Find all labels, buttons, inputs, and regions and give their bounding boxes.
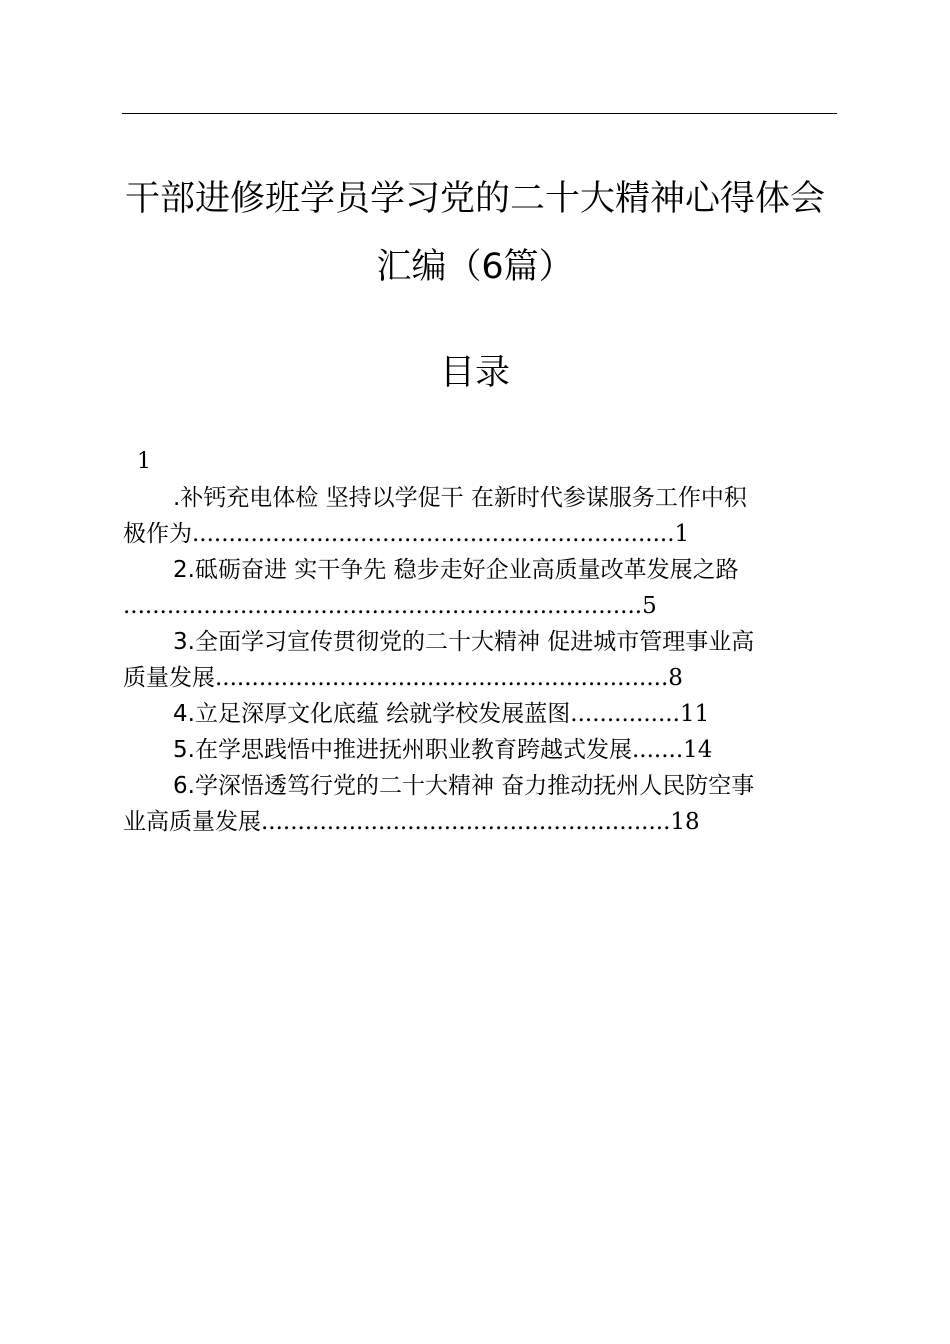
toc-entry-3[interactable]: [123, 624, 837, 696]
toc-entry-2[interactable]: [123, 552, 837, 624]
toc-page-number: 14: [683, 737, 713, 763]
toc-leader-dots: .......................................................................: [123, 593, 643, 619]
toc-entry-title: 6.学深悟透笃行党的二十大精神 奋力推动抚州人民防空事: [173, 773, 755, 799]
toc-leader-dots: .......: [631, 737, 684, 763]
toc-page-number: 5: [642, 593, 657, 619]
table-of-contents: [123, 480, 837, 840]
toc-entry-4[interactable]: [123, 696, 837, 732]
toc-entry-title-cont: 业高质量发展: [123, 809, 261, 835]
toc-leader-dots: ..............................................................: [215, 665, 669, 691]
toc-entry-5[interactable]: [123, 732, 837, 768]
toc-leader-dots: ........................................................: [261, 809, 671, 835]
header-rule: [122, 113, 837, 114]
toc-entry-title: 4.立足深厚文化底蕴 绘就学校发展蓝图: [173, 701, 571, 727]
toc-entry-title: 3.全面学习宣传贯彻党的二十大精神 促进城市管理事业高: [173, 629, 755, 655]
toc-entry-title: 2.砥砺奋进 实干争先 稳步走好企业高质量改革发展之路: [173, 557, 739, 583]
document-title-line-2: 汇编（6篇）: [376, 247, 574, 287]
toc-page-number: 11: [679, 701, 710, 727]
toc-entry-title-cont: 极作为: [123, 521, 192, 547]
toc-page-number: 8: [668, 665, 683, 691]
toc-entry-1[interactable]: [123, 480, 837, 552]
toc-leader-dots: ...............: [570, 701, 680, 727]
toc-entry-6[interactable]: [123, 768, 837, 840]
toc-heading: 目录: [439, 353, 510, 393]
toc-entry-title: .补钙充电体检 坚持以学促干 在新时代参谋服务工作中积: [173, 485, 747, 511]
toc-leader-dots: ..................................................................: [192, 521, 675, 547]
toc-page-number: 18: [670, 809, 700, 835]
stray-page-number: 1: [137, 449, 151, 474]
toc-entry-title: 5.在学思践悟中推进抚州职业教育跨越式发展: [173, 737, 632, 763]
document-title-line-1: 干部进修班学员学习党的二十大精神心得体会: [124, 179, 825, 219]
toc-page-number: 1: [674, 521, 690, 547]
toc-entry-title-cont: 质量发展: [123, 665, 215, 691]
